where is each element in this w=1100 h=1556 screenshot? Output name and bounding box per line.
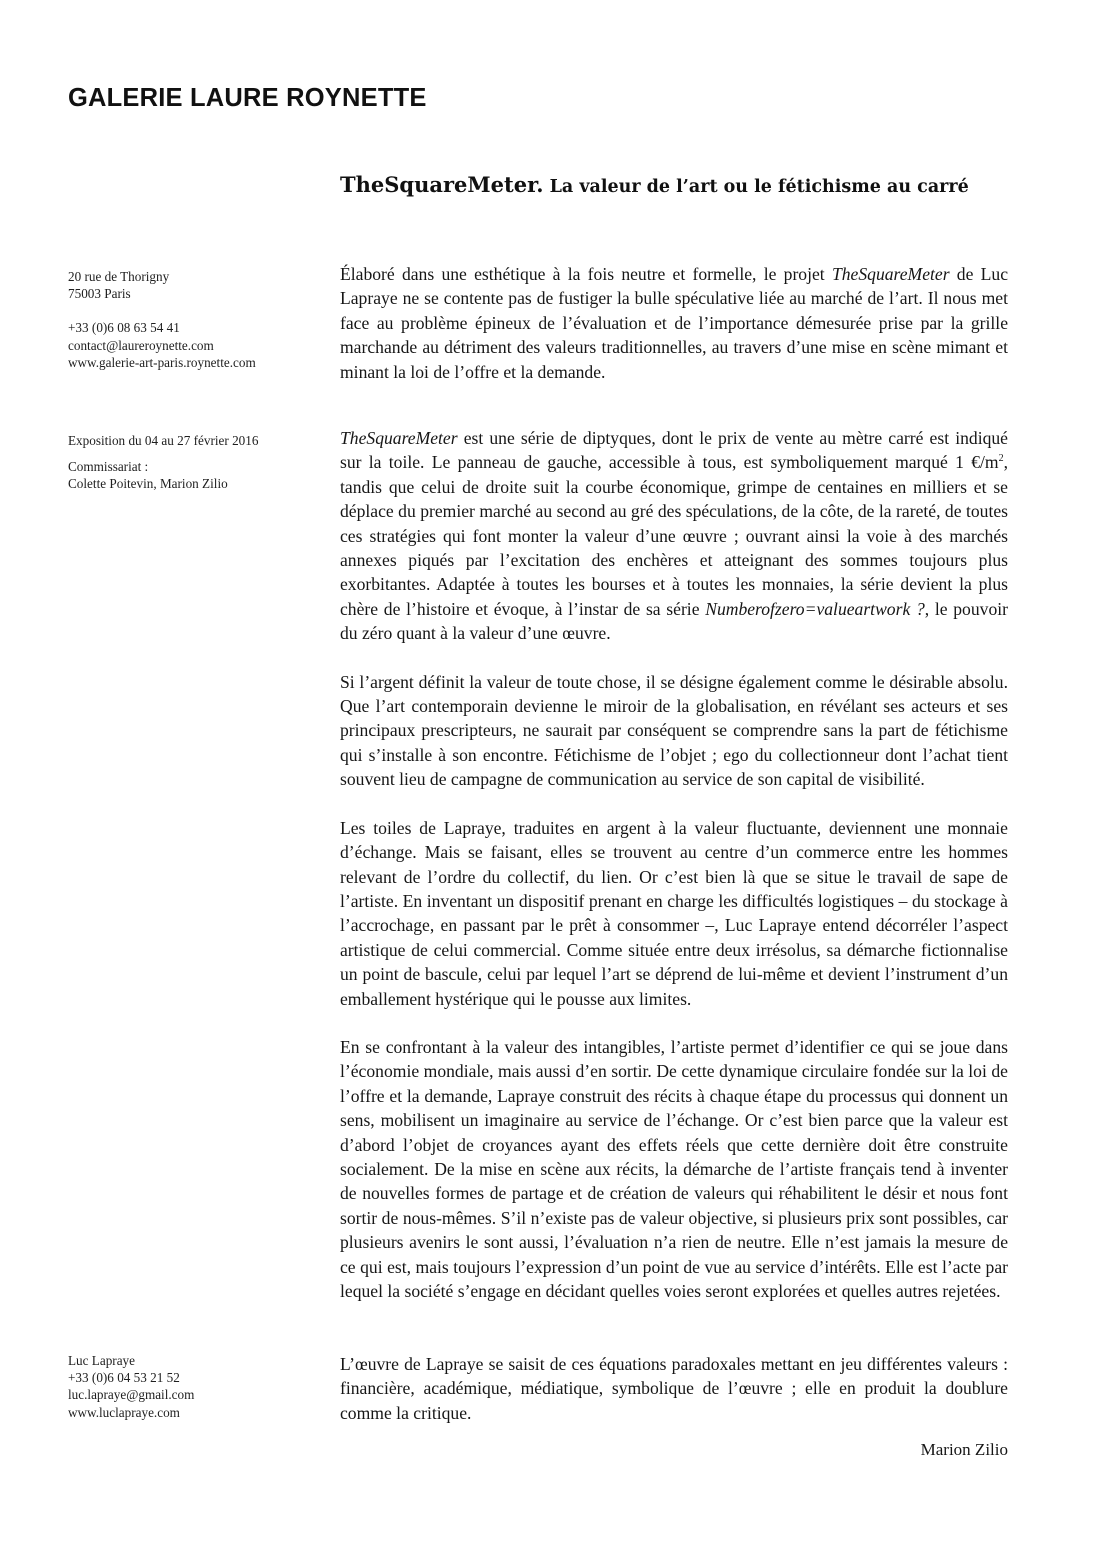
main-section xyxy=(340,426,1008,1303)
project-title-italic: TheSquareMeter xyxy=(340,428,458,448)
project-title-italic: TheSquareMeter xyxy=(831,264,950,284)
gallery-name: GALERIE LAURE ROYNETTE xyxy=(68,84,427,112)
artist-name: Luc Lapraye xyxy=(68,1353,135,1368)
document-title xyxy=(340,172,969,197)
paragraph-intangibles: En se confrontant à la valeur des intangibles, l’artiste permet d’identifier ce qui se joue dans l’économie mondiale, mais aussi d’en sortir. De cette dynamique circulaire fondée sur la loi de l’offre et la demande, Lapraye construit des récits à chaque étape du processus qui donnent un sens, mobilisent un imaginaire au service de l’échange. Or c’est bien parce que la valeur est d’abord l’objet de croyances ayant des effets réels que cette dernière doit être construite socialement. De la mise en scène aux récits, la démarche de l’artiste français tend à inventer de nouvelles formes de partage et de création de valeurs qui réhabilitent le désir et nous font sortir de nous-mêmes. S’il n’existe pas de valeur objective, si plusieurs prix sont possibles, car plusieurs avenirs le sont aussi, l’évaluation n’a rien de neutre. Elle n’est jamais la mesure de ce qui est, mais toujours l’expression d’un point de vue au service d’intérêts. Elle est l’acte par lequel la société s’engage en décidant quelles voies seront explorées et quelles autres rejetées. xyxy=(340,1036,1008,1301)
gallery-contact-block xyxy=(68,268,318,371)
exhibition-info-block xyxy=(68,432,318,493)
artist-website[interactable]: www.luclapraye.com xyxy=(68,1404,180,1420)
artist-phone: +33 (0)6 04 53 21 52 xyxy=(68,1370,180,1386)
series-title-italic: Numberofzero=valueartwork ? xyxy=(705,598,925,619)
paragraph-money: Si l’argent définit la valeur de toute chose, il se désigne également comme le désirable absolu. Que l’art contemporain devienne le miroir de la globalisation, en révélant ses acteurs et ses principaux prescripteurs, ne saurait par conséquent se comprendre sans la part de fétichisme qui s’installe à son encontre. Fétichisme de l’objet ; ego du collectionneur dont l’achat tient souvent lieu de campagne de communication au service de son capital de visibilité. xyxy=(340,671,1008,790)
gallery-phone: +33 (0)6 08 63 54 41 xyxy=(68,320,180,336)
paragraph-canvases: Les toiles de Lapraye, traduites en argent à la valeur fluctuante, deviennent une monnaie d’échange. Mais se faisant, elles se trouvent au centre d’un commerce entre les hommes relevant de l’ordre du collectif, du lien. Or c’est bien là que se situe le travail de sape de l’artiste. En inventant un dispositif prenant en charge les difficultés logistiques – du stockage à l’accrochage, en passant par le prêt à consommer –, Luc Lapraye entend décorréler l’aspect artistique de celui commercial. Comme située entre deux irrésolus, sa démarche fictionnalise un point de bascule, celui par lequel l’art se déprend de lui-même et devient l’instrument d’un emballement hystérique qui le pousse aux limites. xyxy=(340,817,1008,1009)
paragraph-series: TheSquareMeter est une série de diptyques, dont le prix de vente au mètre carré est indiqué sur la toile. Le panneau de gauche, accessible à tous, est symboliquement marqué 1 $€/m^2$, tandis que celui de droite suit la courbe économique, grimpe de centaines en milliers et se déplace du premier marché au second au gré des spéculations, de la côte, de la rareté, de toutes ces stratégies qui font monter la valeur d’une œuvre ; ouvrant ainsi la voie à des marchés annexes piqués par l’excitation des enchères et atteignant des sommes toujours plus exorbitantes. Adaptée à toutes les bourses et à toutes les monnaies, la série devient la plus chère de l’histoire et évoque, à l’instar de sa série Numberofzero=valueartwork ?, le pouvoir du zéro quant à la valeur d’une œuvre. xyxy=(340,428,1008,644)
curators-label: Commissariat : xyxy=(68,459,149,475)
intro-section xyxy=(340,262,1008,384)
address-street: 20 rue de Thorigny xyxy=(68,269,170,284)
gallery-website[interactable]: www.galerie-art-paris.roynette.com xyxy=(68,354,256,370)
gallery-email[interactable]: contact@laureroynette.com xyxy=(68,337,214,353)
intro-paragraph: Élaboré dans une esthétique à la fois neutre et formelle, le projet TheSquareMeter de Luc Lapraye ne se contente pas de fustiger la bulle spéculative liée au marché de l’art. Il nous met face au problème épineux de l’évaluation et de l’importance démesurée prise par la grille marchande au détriment des valeurs traditionnelles, au travers d’une mise en scène mimant et minant la loi de l’offre et la demande. xyxy=(340,264,1009,382)
title-subtitle: La valeur de l’art ou le fétichisme au carré xyxy=(549,177,969,197)
paragraph-closing: L’œuvre de Lapraye se saisit de ces équations paradoxales mettant en jeu différentes valeurs : financière, académique, médiatique, symbolique de l’œuvre ; elle en produit la doublure comme la critique. xyxy=(340,1354,1008,1423)
title-main: TheSquareMeter. xyxy=(340,172,544,197)
address-city: 75003 Paris xyxy=(68,286,131,302)
curators-names: Colette Poitevin, Marion Zilio xyxy=(68,476,228,492)
artist-email[interactable]: luc.lapraye@gmail.com xyxy=(68,1387,195,1403)
closing-section xyxy=(340,1352,1008,1425)
exhibition-dates: Exposition du 04 au 27 février 2016 xyxy=(68,433,259,448)
author-signature: Marion Zilio xyxy=(920,1440,1008,1459)
artist-contact-block xyxy=(68,1352,318,1421)
